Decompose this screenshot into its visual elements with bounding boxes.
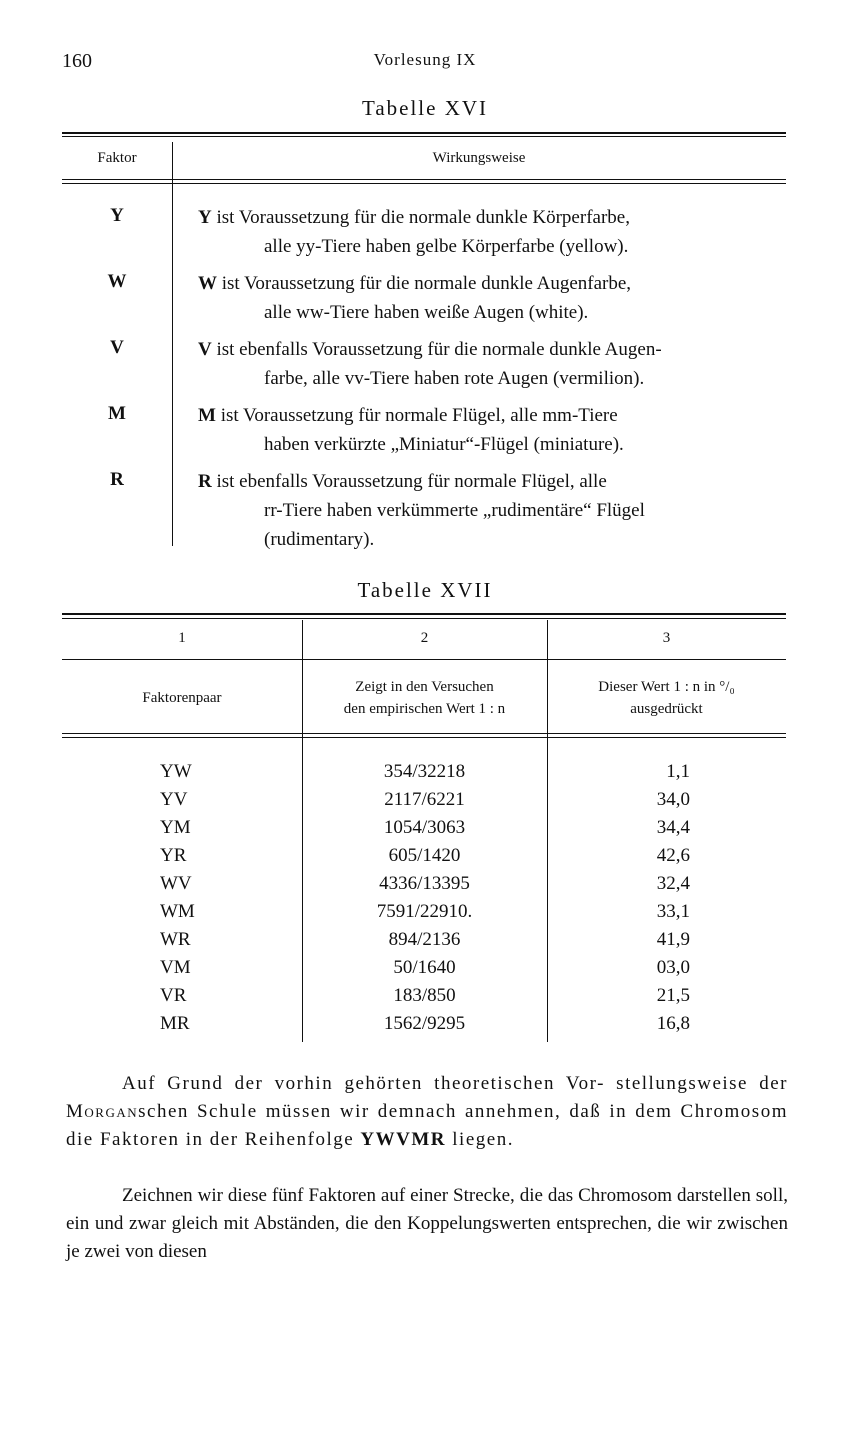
- col-head-empirical-line: den empirischen Wert 1 : n: [343, 701, 506, 717]
- effect-line: ist ebenfalls Voraussetzung für die normale dunkle Augen-: [211, 339, 662, 360]
- page-number: 160: [62, 50, 92, 72]
- empirical-value-cell: 4336/13395: [379, 873, 470, 894]
- table-16-top-rule: [62, 132, 786, 134]
- effect-cell: [198, 467, 786, 554]
- running-head: Vorlesung IX: [373, 50, 477, 69]
- factor-pair-cell: WR: [160, 929, 191, 950]
- col-number-2: 2: [420, 630, 429, 646]
- empirical-value-cell: 50/1640: [393, 957, 456, 978]
- paragraph-2-line: Koppelungswerten entsprechen, die wir zwischen je zwei von diesen: [66, 1213, 788, 1262]
- factor-pair-cell: WM: [160, 901, 195, 922]
- percent-value-cell: 34,4: [656, 817, 690, 838]
- empirical-value-cell: 2117/6221: [384, 789, 465, 810]
- factor-pair-cell: YR: [160, 845, 187, 866]
- factor-cell: W: [107, 271, 127, 292]
- percent-value-cell: 42,6: [656, 845, 690, 866]
- factor-cell: V: [110, 337, 124, 358]
- effect-cell: [198, 269, 786, 327]
- table-17-number-rule: [62, 659, 786, 660]
- percent-value-cell: 21,5: [656, 985, 690, 1006]
- table-17-head-rule: [62, 733, 786, 734]
- table-17-title: Tabelle XVII: [357, 578, 493, 602]
- paragraph-1: [66, 1070, 788, 1154]
- paragraph-1-line: liegen.: [446, 1129, 514, 1150]
- factor-pair-cell: VM: [160, 957, 191, 978]
- col-head-factor-pair: Faktorenpaar: [142, 690, 222, 706]
- empirical-value-cell: 354/32218: [383, 761, 466, 782]
- percent-value-cell: 32,4: [656, 873, 690, 894]
- factor-pair-cell: VR: [160, 985, 187, 1006]
- effect-cell: [198, 203, 786, 261]
- col-head-empirical-line: Zeigt in den Versuchen: [355, 679, 494, 695]
- percent-value-cell: 1,1: [666, 761, 690, 782]
- effect-line: ist Voraussetzung für normale Flügel, alle mm-Tiere: [215, 405, 618, 426]
- factor-order: YWVMR: [360, 1129, 447, 1150]
- table-16-head-rule: [62, 179, 786, 180]
- paragraph-1-line: stellungsweise der: [616, 1073, 788, 1094]
- effect-line: farbe, alle vv-Tiere haben rote Augen (vermilion).: [264, 368, 645, 389]
- table-17-top-rule: [62, 613, 786, 615]
- percent-value-cell: 16,8: [656, 1013, 690, 1034]
- table-16-col-effect: Wirkungsweise: [432, 150, 526, 166]
- factor-pair-cell: YV: [160, 789, 188, 810]
- percent-value-cell: 41,9: [656, 929, 690, 950]
- empirical-value-cell: 1054/3063: [383, 817, 466, 838]
- col-number-3: 3: [662, 630, 671, 646]
- col-head-empirical: [302, 676, 547, 720]
- factor-pair-cell: MR: [160, 1013, 190, 1034]
- paragraph-1-line: Reihenfolge: [244, 1129, 361, 1150]
- effect-line: (rudimentary).: [264, 529, 375, 550]
- factor-cell: M: [108, 403, 126, 424]
- empirical-value-cell: 7591/22910.: [376, 901, 473, 922]
- percent-value-cell: 34,0: [656, 789, 690, 810]
- paragraph-1-line: Auf Grund der vorhin gehörten theoretischen Vor-: [122, 1073, 605, 1094]
- factor-pair-cell: YW: [160, 761, 192, 782]
- effect-line: haben verkürzte „Miniatur“-Flügel (miniature).: [264, 434, 624, 455]
- table-17-top-rule-thin: [62, 618, 786, 619]
- effect-line: alle yy-Tiere haben gelbe Körperfarbe (yellow).: [264, 236, 629, 257]
- effect-line: ist Voraussetzung für die normale dunkle Augenfarbe,: [217, 273, 632, 294]
- factor-cell: R: [110, 469, 124, 490]
- paragraph-1-line: annehmen, daß in dem Chromosom die Faktoren in der: [66, 1101, 788, 1150]
- table-16-head-rule-2: [62, 183, 786, 184]
- factor-symbol: Y: [198, 207, 212, 228]
- author-name: Morgan: [66, 1101, 139, 1122]
- effect-line: alle ww-Tiere haben weiße Augen (white).: [264, 302, 589, 323]
- col-number-1: 1: [178, 630, 186, 646]
- factor-pair-cell: YM: [160, 817, 191, 838]
- percent-value-cell: 03,0: [656, 957, 690, 978]
- effect-cell: [198, 335, 786, 393]
- effect-line: rr-Tiere haben verkümmerte „rudimentäre“ Flügel: [264, 500, 645, 521]
- paragraph-2: [66, 1182, 788, 1266]
- col-head-percent-line: ausgedrückt: [630, 701, 703, 717]
- factor-symbol: W: [198, 273, 217, 294]
- empirical-value-cell: 605/1420: [388, 845, 461, 866]
- percent-value-cell: 33,1: [656, 901, 690, 922]
- effect-line: ist ebenfalls Voraussetzung für normale Flügel, alle: [211, 471, 607, 492]
- factor-pair-cell: WV: [160, 873, 192, 894]
- table-16-divider: [172, 142, 173, 546]
- table-17-head-rule-2: [62, 737, 786, 738]
- effect-line: ist Voraussetzung für die normale dunkle Körperfarbe,: [211, 207, 630, 228]
- table-16-col-factor: Faktor: [97, 150, 137, 166]
- table-16-title: Tabelle XVI: [361, 96, 489, 120]
- empirical-value-cell: 1562/9295: [383, 1013, 466, 1034]
- factor-symbol: M: [198, 405, 216, 426]
- table-16-top-rule-thin: [62, 136, 786, 137]
- factor-symbol: V: [198, 339, 212, 360]
- empirical-value-cell: 894/2136: [388, 929, 461, 950]
- paragraph-1-line: schen Schule müssen wir demnach: [138, 1101, 457, 1122]
- col-head-percent: [547, 676, 786, 720]
- factor-cell: Y: [110, 205, 124, 226]
- empirical-value-cell: 183/850: [393, 985, 456, 1006]
- factor-symbol: R: [198, 471, 212, 492]
- col-head-percent-line: Dieser Wert 1 : n in °/₀: [598, 679, 735, 695]
- effect-cell: [198, 401, 786, 459]
- paragraph-2-line: Zeichnen wir diese fünf Faktoren auf einer Strecke, die das: [122, 1185, 574, 1206]
- paragraph-2-line: Chromosom darstellen soll, ein und zwar gleich mit Abständen, die den: [66, 1185, 788, 1234]
